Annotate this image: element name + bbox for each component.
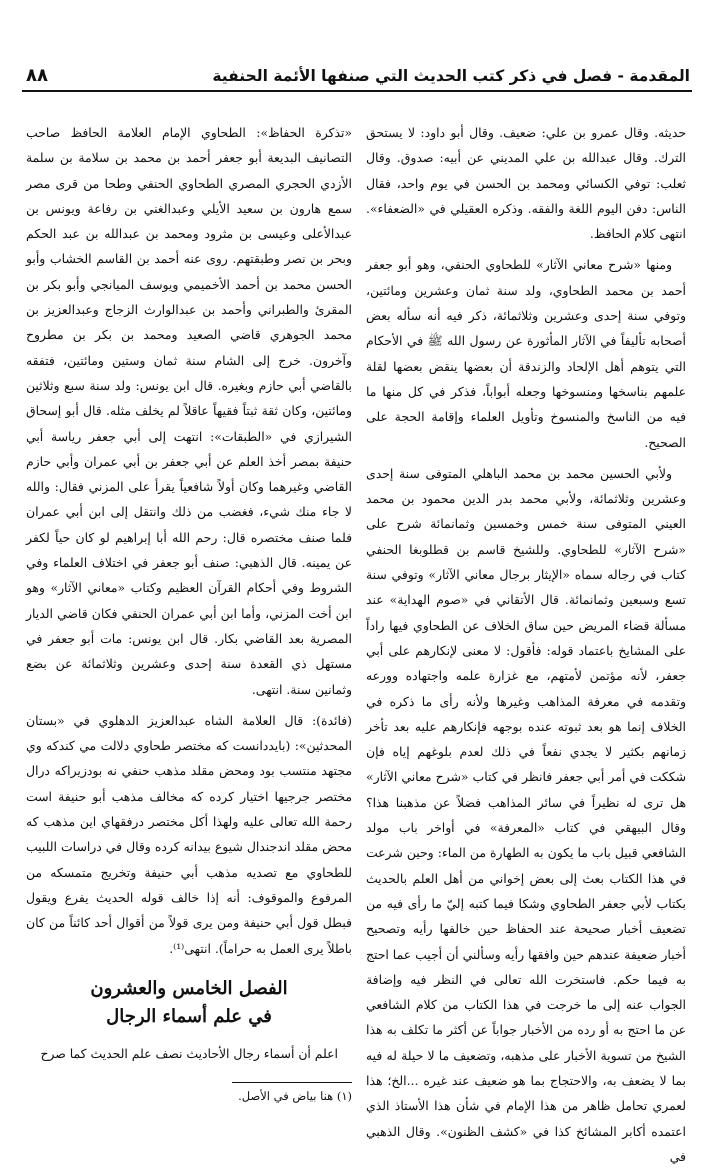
right-column — [366, 120, 686, 1164]
paragraph: ومنها «شرح معاني الآثار» للطحاوي الحنفي، وهو أبو جعفر أحمد بن محمد الطحاوي، ولد سنة ثمان وعشرين ومائتين، وتوفي سنة إحدى وعشرين وثلاثمائة، ذكر فيه أنه سأله بعض أصحابه تأليفاً في الآثار المأثورة عن رسول الله ﷺ في الأحكام التي يتوهم أهل الإلحاد والزندقة أن بعضها ينقض بعضها لقلة علمهم بناسخها ومنسوخها وجعله أبواباً، فذكر في كل منها ما فيه من الناسخ والمنسوخ وتأويل العلماء وإقامة الحجة على الصحيح. — [366, 257, 686, 450]
paragraph: (فائدة): قال العلامة الشاه عبدالعزيز الدهلوي في «بستان المحدثين»: (بايددانست كه مختصر طحاوي دلالت مي كندكه وي مجتهد منتسب بود ومحض مقلد مذهب حنفي نه بودزيراكه درال مختصر جرجيها اختيار كرده كه مخالف مذهب أبو حنيفة است رحمة الله تعالى عليه ولهذا أكل مختصر درفقهاي اين مذهب كه محض مقلد اندجندال شيوع بيدانه كرده وقال في دراسات اللبيب للطحاوي مع تصديه مذهب أبي حنيفة وتخريج متمسكه من المرفوع والموقوف: أنه إذا خالف قوله الحديث يفرع ويقول فبطل قول أبي حنيفة ومن يرى قولاً من أقوال أحد كائناً من كان باطلاً يرى العمل به حراماً). انتهى⁽¹⁾. — [26, 712, 352, 956]
left-column — [26, 120, 352, 1104]
paragraph: حديثه. وقال عمرو بن علي: ضعيف. وقال أبو داود: لا يستحق الترك. وقال عبدالله بن علي المديني عن أبيه: صدوق. وقال ثعلب: توفي الكسائي ومحمد بن الحسن في يوم واحد، فقال الناس: دفن اليوم اللغة والفقه. وذكره العقيلي في «الضعفاء». انتهى كلام الحافظ. — [366, 125, 686, 242]
footnote: (١) هنا بياض في الأصل. — [238, 1089, 352, 1104]
chapter-title-line-2: في علم أسماء الرجال — [106, 1005, 272, 1027]
footnote-divider — [232, 1082, 352, 1083]
page-header — [22, 50, 692, 92]
chapter-intro: اعلم أن أسماء رجال الأحاديث نصف علم الحديث كما صرح — [40, 1045, 338, 1061]
running-title: المقدمة - فصل في ذكر كتب الحديث التي صنفها الأئمة الحنفية — [212, 67, 690, 85]
paragraph: ولأبي الحسين محمد بن محمد الباهلي المتوفى سنة إحدى وعشرين وثلاثمائة، ولأبي محمد بدر الدين محمود بن محمد العيني المتوفى سنة خمس وخمسين وثمانمائة شرح على «شرح الآثار» للطحاوي. وللشيخ قاسم بن قطلوبغا الحنفي كتاب في رجاله سماه «الإيثار برجال معاني الآثار» وتوفي سنة تسع وسبعين وثمانمائة. قال الأتقاني في «صوم الهداية» عند مسألة قضاء المريض حين ساق الخلاف عن الطحاوي فيها راداً على المشايخ باعتماد قوله: فأقول: لا معنى لإنكارهم على أبي جعفر، لأنه مؤتمن لأمتهم، مع غزارة علمه واجتهاده وورعه وتقدمه في معرفة المذاهب وغيرها ولأنه رأى ما ذكره في الخلاف إنما هو بعد ثبوته عنده بوجهه فإنكارهم عليه بعد تأخر زمانهم بكثير لا يجدي نفعاً في ذلك لعدم بلوغهم إياه فإن شككت في أمر أبي جعفر فانظر في كتاب «شرح معاني الآثار» هل ترى له نظيراً في سائر المذاهب فضلاً عن مذهبنا هذا؟ وقال البيهقي في كتاب «المعرفة» في أواخر باب مولد الشافعي قبيل باب ما يكون به الطهارة من الماء: وحين شرعت في هذا الكتاب بعث إلى بعض إخواني من أهل العلم بالحديث بكتاب لأبي جعفر الطحاوي وشكا فيما كتبه إليّ ما رأى فيه من تضعيف أخبار صحيحة عند الحفاظ حين خالفها رأيه وتصحيح أخبار ضعيفة عندهم حين وافقها رأيه وسألني أن أجيب عما احتج به فيما حكم. فاستخرت الله تعالى في النظر فيه وإضافة الجواب عنه إلى ما خرجت في هذا الكتاب من كلام الشافعي عن ما احتج به أو رده من الأخبار جواباً عن أكثر ما تكلف به هذا الشيخ من تسوية الأخبار على مذهبه، وتضعيف ما لا حيلة له فيه بما لا يضعف به، والاحتجاج بما هو ضعيف عند غيره ...الخ؛ هذا لعمري تحامل ظاهر من هذا الإمام في شأن هذا الأستاذ الذي اعتمده أكابر المشائخ كذا في «كشف الظنون». وقال الذهبي في — [366, 465, 686, 1164]
page-number: ٨٨ — [26, 65, 48, 86]
chapter-title-line-1: الفصل الخامس والعشرون — [90, 977, 288, 999]
paragraph: «تذكرة الحفاظ»: الطحاوي الإمام العلامة الحافظ صاحب التصانيف البديعة أبو جعفر أحمد بن محمد بن سلامة بن سلمة الأزدي الحجري المصري الطحاوي الحنفي وطحا من قرى مصر سمع هارون بن سعيد الأيلي وعبدالغني بن رفاعة ويونس بن عبدالأعلى وعيسى بن مثرود ومحمد بن عبدالله بن عبد الحكم وبحر بن نصر وطبقتهم. روى عنه أحمد بن القاسم الخشاب وأبو الحسن محمد بن أحمد الأخميمي ويوسف الميانجي وأبو بكر بن المقرئ والطبراني وأحمد بن عبدالوارث الزجاج وعبدالعزيز بن محمد الجوهري قاضي الصعيد ومحمد بن بكر بن مطروح وآخرون. خرج إلى الشام سنة ثمان وستين ومائتين، فتفقه بالقاضي أبي حازم وبغيره. قال ابن يونس: ولد سنة سبع وثلاثين ومائتين، وكان ثقة ثبتاً فقيهاً عاقلاً لم يخلف مثله. قال أبو إسحاق الشيرازي في «الطبقات»: انتهت إلى أبي جعفر رياسة أبي حنيفة بمصر أخذ العلم عن أبي جعفر بن أبي عمران وأبي حازم القاضي وغيرهما وكان أولاً شافعياً يقرأ على المزني فقال: والله لا جاء منك شيء، فغضب من ذلك وانتقل إلى ابن أبي عمران فلما صنف مختصره قال: رحم الله أبا إبراهيم لو كان حياً لكفر عن يمينه. قال الذهبي: صنف أبو جعفر في اختلاف العلماء وفي الشروط وفي أحكام القرآن العظيم وكتاب «معاني الآثار» وهو ابن أخت المزني، وأما ابن أبي عمران الحنفي فكان قاضي الديار المصرية بعد القاضي بكار. قال ابن يونس: مات أبو جعفر في مستهل ذي القعدة سنة إحدى وعشرين وثلاثمائة عن بضع وثمانين سنة. انتهى. — [26, 125, 352, 697]
chapter-heading — [26, 975, 352, 1031]
